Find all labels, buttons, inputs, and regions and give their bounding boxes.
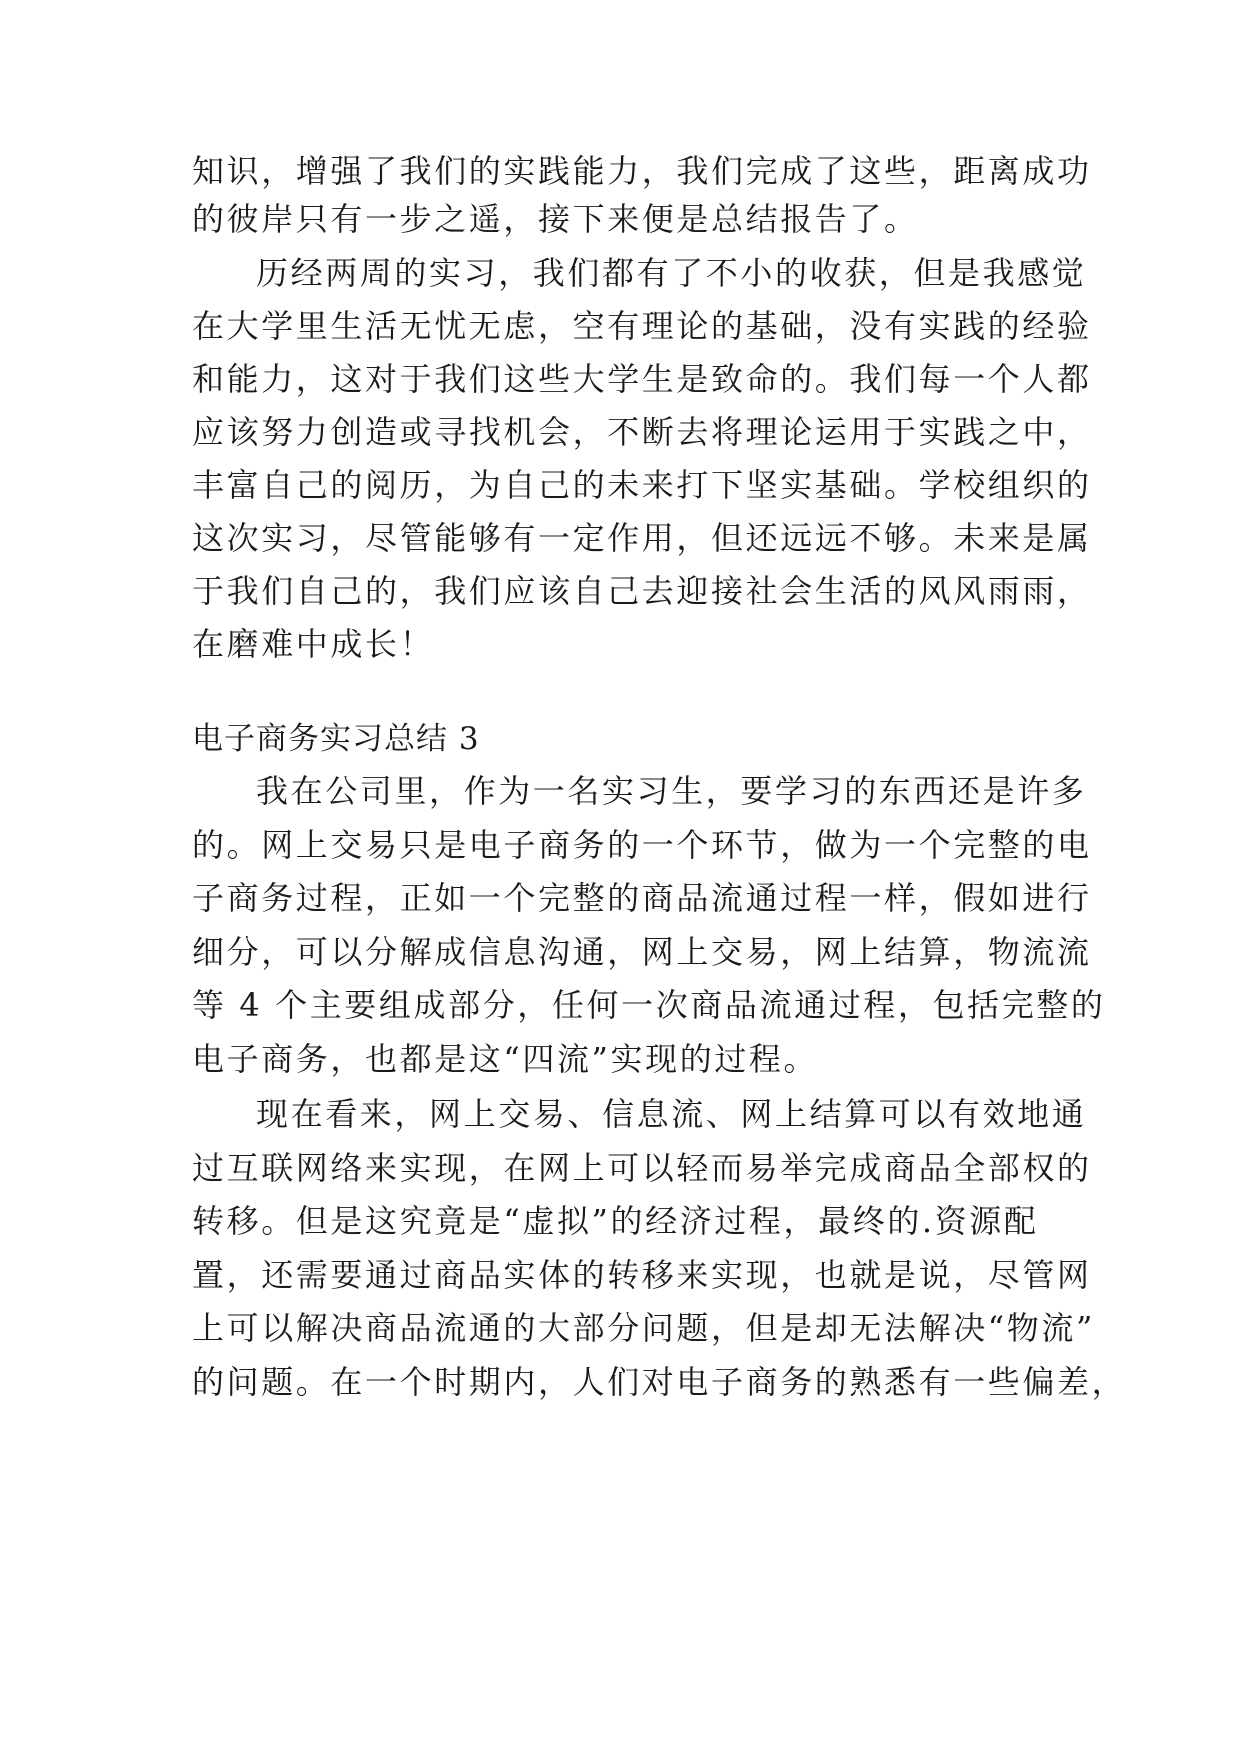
paragraph-line: 在大学里生活无忧无虑，空有理论的基础，没有实践的经验 (192, 307, 1092, 345)
paragraph-line: 丰富自己的阅历，为自己的未来打下坚实基础。学校组织的 (192, 466, 1092, 504)
paragraph-line: 电子商务，也都是这“四流”实现的过程。 (192, 1040, 819, 1078)
paragraph-line: 的。网上交易只是电子商务的一个环节，做为一个完整的电 (192, 826, 1092, 864)
paragraph-line: 现在看来，网上交易、信息流、网上结算可以有效地通 (256, 1095, 1087, 1133)
paragraph-line: 细分，可以分解成信息沟通，网上交易，网上结算，物流流 (192, 933, 1092, 971)
paragraph-line: 历经两周的实习，我们都有了不小的收获，但是我感觉 (256, 254, 1087, 292)
paragraph-line: 的问题。在一个时期内，人们对电子商务的熟悉有一些偏差， (192, 1363, 1127, 1401)
section-title: 电子商务实习总结 3 (192, 721, 480, 757)
paragraph-line: 置，还需要通过商品实体的转移来实现，也就是说，尽管网 (192, 1256, 1092, 1294)
paragraph-line: 知识，增强了我们的实践能力，我们完成了这些，距离成功 (192, 152, 1092, 190)
paragraph-line: 于我们自己的，我们应该自己去迎接社会生活的风风雨雨， (192, 572, 1092, 610)
paragraph-line: 在磨难中成长！ (192, 625, 435, 663)
paragraph-line: 我在公司里，作为一名实习生，要学习的东西还是许多 (256, 772, 1087, 810)
paragraph-line: 的彼岸只有一步之遥，接下来便是总结报告了。 (192, 200, 919, 238)
paragraph-line: 子商务过程，正如一个完整的商品流通过程一样，假如进行 (192, 879, 1092, 917)
paragraph-line: 等 4 个主要组成部分，任何一次商品流通过程，包括完整的 (192, 986, 1106, 1024)
paragraph-line: 应该努力创造或寻找机会，不断去将理论运用于实践之中， (192, 413, 1092, 451)
paragraph-line: 转移。但是这究竟是“虚拟”的经济过程，最终的.资源配 (192, 1202, 1039, 1240)
paragraph-line: 上可以解决商品流通的大部分问题，但是却无法解决“物流” (192, 1309, 1095, 1347)
paragraph-line: 过互联网络来实现，在网上可以轻而易举完成商品全部权的 (192, 1149, 1092, 1187)
paragraph-line: 这次实习，尽管能够有一定作用，但还远远不够。未来是属 (192, 519, 1092, 557)
paragraph-line: 和能力，这对于我们这些大学生是致命的。我们每一个人都 (192, 360, 1092, 398)
